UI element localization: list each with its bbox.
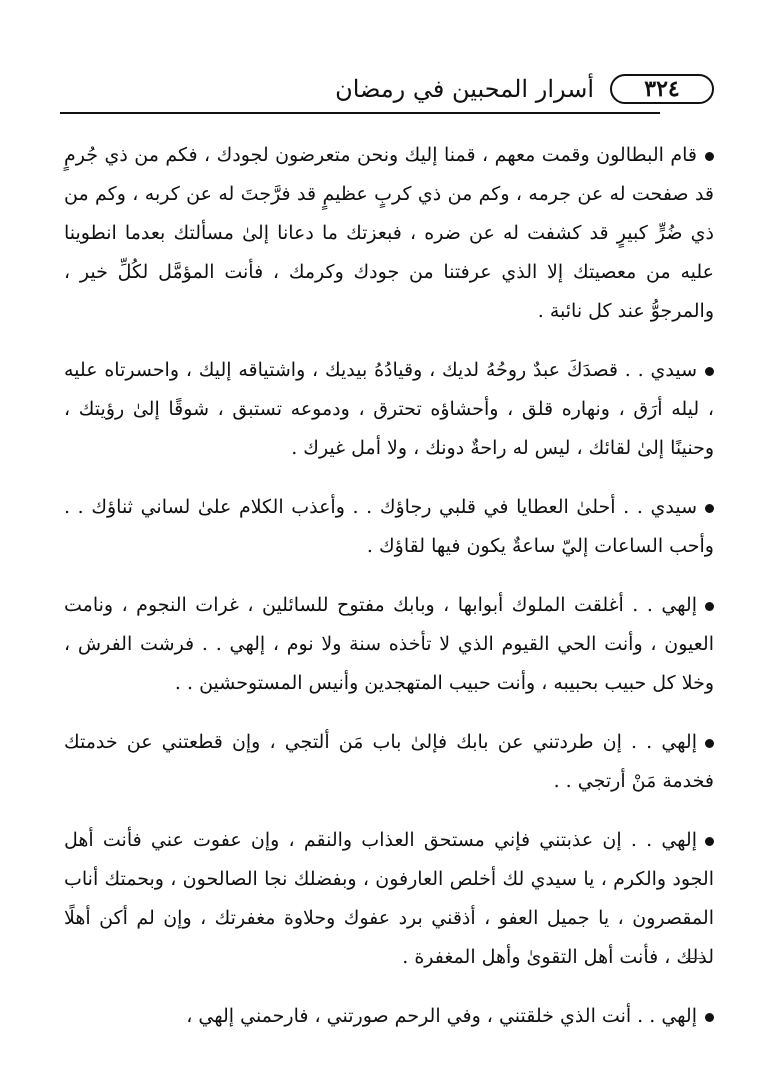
page-header	[60, 72, 714, 108]
scan-mark	[686, 958, 704, 959]
bullet-icon	[705, 152, 714, 161]
page-body	[64, 136, 714, 1036]
bullet-icon	[705, 367, 714, 376]
paragraph-text: إلهي . . إن عذبتني فإني مستحق العذاب والنقم ، وإن عفوت عني فأنت أهل الجود والكرم ، يا سيدي لك أخلص العارفون ، وبفضلك نجا الصالحون ، وبحمتك أناب المقصرون ، يا جميل العفو ، أذقني برد عفوك وحلاوة مغفرتك ، وإن لم أكن أهلًا لذلك ، فأنت أهل التقوىٰ وأهل المغفرة .	[64, 829, 714, 968]
paragraph-text: سيدي . . قصدَكَ عبدٌ روحُهُ لديك ، وقيادُهُ بيديك ، واشتياقه إليك ، واحسرتاه عليه ، ليله أرَق ، ونهاره قلق ، وأحشاؤه تحترق ، ودموعه تستبق ، شوقًا إلىٰ رؤيتك ، وحنينًا إلىٰ لقائك ، ليس له راحةٌ دونك ، ولا أمل غيرك .	[64, 359, 714, 459]
paragraph	[64, 488, 714, 566]
paragraph-text: إلهي . . أنت الذي خلقتني ، وفي الرحم صورتني ، فارحمني إلهي ،	[186, 1005, 697, 1027]
paragraph-text: إلهي . . أغلقت الملوك أبوابها ، وبابك مفتوح للسائلين ، غرات النجوم ، ونامت العيون ، وأنت الحي القيوم الذي لا تأخذه سنة ولا نوم ، إلهي . . فرشت الفرش ، وخلا كل حبيب بحبيبه ، وأنت حبيب المتهجدين وأنيس المستوحشين . .	[64, 594, 714, 694]
paragraph	[64, 821, 714, 977]
page-number: ٣٢٤	[610, 74, 714, 104]
bullet-icon	[705, 504, 714, 513]
paragraph-text: سيدي . . أحلىٰ العطايا في قلبي رجاؤك . . وأعذب الكلام علىٰ لساني ثناؤك . . وأحب الساعات إليّ ساعةٌ يكون فيها لقاؤك .	[64, 496, 714, 557]
paragraph-text: قام البطالون وقمت معهم ، قمنا إليك ونحن متعرضون لجودك ، فكم من ذي جُرمٍ قد صفحت له عن جرمه ، وكم من ذي كربٍ عظيمٍ قد فرَّجتَ له عن كربه ، وكم من ذي ضُرٍّ كبيرٍ قد كشفت له عن ضره ، فبعزتك ما دعانا إلىٰ مسألتك بعدما انطوينا عليه من معصيتك إلا الذي عرفتنا من جودك وكرمك ، فأنت المؤمَّل لكُلِّ خير ، والمرجوُّ عند كل نائبة .	[64, 144, 714, 322]
header-divider	[60, 112, 660, 114]
bullet-icon	[705, 602, 714, 611]
bullet-icon	[705, 1013, 714, 1022]
paragraph	[64, 136, 714, 331]
paragraph	[64, 997, 714, 1036]
paragraph	[64, 351, 714, 468]
paragraph	[64, 723, 714, 801]
paragraph	[64, 586, 714, 703]
bullet-icon	[705, 837, 714, 846]
running-title: أسرار المحبين في رمضان	[335, 75, 594, 103]
paragraph-text: إلهي . . إن طردتني عن بابك فإلىٰ باب مَن ألتجي ، وإن قطعتني عن خدمتك فخدمة مَنْ أرتجي . .	[64, 731, 714, 792]
bullet-icon	[705, 739, 714, 748]
